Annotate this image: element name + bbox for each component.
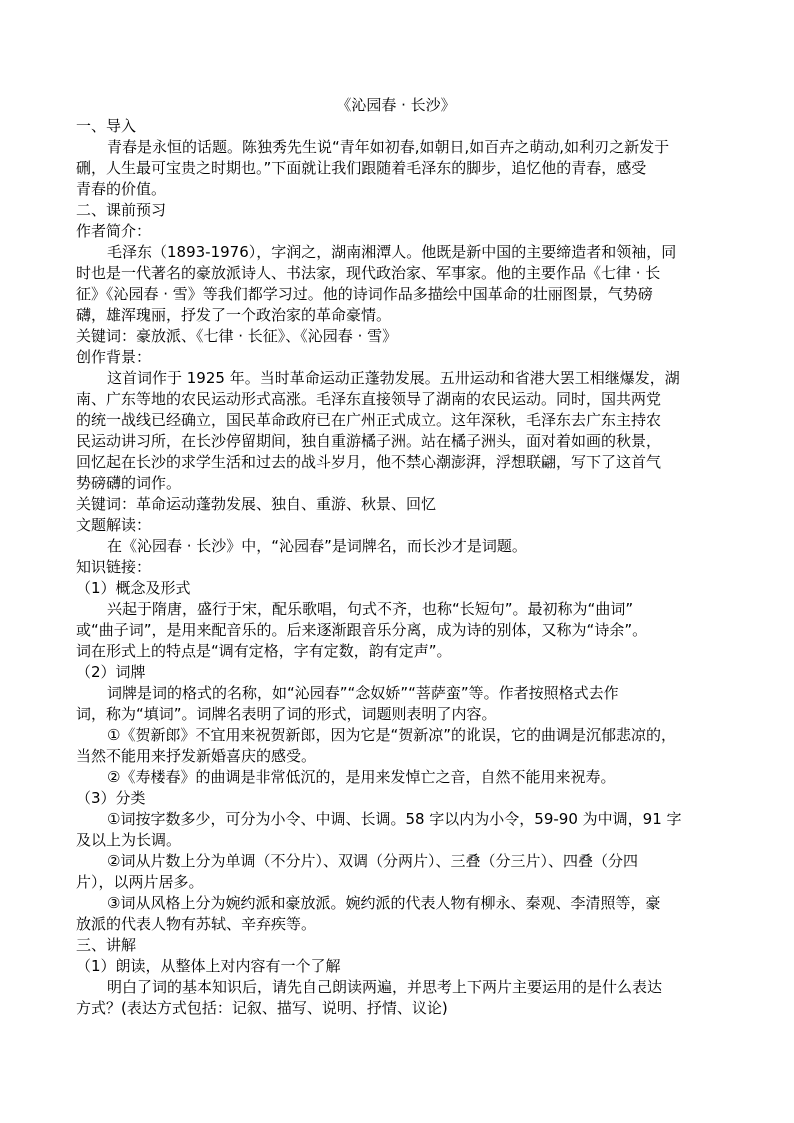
numbered-heading: （1）概念及形式 — [76, 579, 191, 597]
paragraph-line: 明白了词的基本知识后，请先自己朗读两遍，并思考上下两片主要运用的是什么表达 — [107, 978, 663, 996]
paragraph-line: 或“曲子词”，是用来配音乐的。后来逐渐跟音乐分离，成为诗的别体，又称为“诗余”。 — [76, 621, 648, 639]
paragraph-line: 词，称为“填词”。词牌名表明了词的形式，词题则表明了内容。 — [76, 705, 497, 723]
paragraph-line: 征》《沁园春 · 雪》等我们都学习过。他的诗词作品多描绘中国革命的壮丽图景，气势磅 — [76, 285, 653, 303]
subheading: 创作背景： — [76, 348, 152, 366]
paragraph-line: 南、广东等地的农民运动形式高涨。毛泽东直接领导了湖南的农民运动。同时，国共两党 — [76, 390, 662, 408]
paragraph-line: 的统一战线已经确立，国民革命政府已在广州正式成立。这年深秋，毛泽东去广东主持农 — [76, 411, 662, 429]
paragraph-line: 时也是一代著名的豪放派诗人、书法家，现代政治家、军事家。他的主要作品《七律 · 长 — [76, 264, 661, 282]
subheading: 作者简介： — [76, 222, 152, 240]
document-title: 《沁园春 · 长沙》 — [336, 96, 456, 114]
paragraph-line: 回忆起在长沙的求学生活和过去的战斗岁月，他不禁心潮澎湃，浮想联翩，写下了这首气 — [76, 453, 662, 471]
paragraph-line: 放派的代表人物有苏轼、辛弃疾等。 — [76, 915, 317, 933]
paragraph-line: 青春的价值。 — [76, 180, 167, 198]
document-page — [76, 94, 716, 1019]
paragraph-line: 及以上为长调。 — [76, 831, 182, 849]
keywords-line: 关键词：革命运动蓬勃发展、独自、重游、秋景、回忆 — [76, 495, 437, 513]
section-heading: 三、讲解 — [76, 936, 137, 954]
section-heading: 一、导入 — [76, 117, 137, 135]
numbered-heading: （2）词牌 — [76, 663, 146, 681]
paragraph-line: 礴，雄浑瑰丽，抒发了一个政治家的革命豪情。 — [76, 306, 392, 324]
keywords-line: 关键词：豪放派、《七律 · 长征》、《沁园春 · 雪》 — [76, 327, 398, 345]
paragraph-line: 方式？(表达方式包括：记叙、描写、说明、抒情、议论) — [76, 999, 448, 1017]
numbered-heading: （1）朗读，从整体上对内容有一个了解 — [76, 957, 341, 975]
paragraph-line: ②《寿楼春》的曲调是非常低沉的，是用来发悼亡之音，自然不能用来祝寿。 — [107, 768, 616, 786]
paragraph-line: 当然不能用来抒发新婚喜庆的感受。 — [76, 747, 317, 765]
paragraph-line: 词牌是词的格式的名称，如“沁园春”“念奴娇”“菩萨蛮”等。作者按照格式去作 — [107, 684, 619, 702]
paragraph-line: 兴起于隋唐，盛行于宋，配乐歌唱，句式不齐，也称“长短句”。最初称为“曲词” — [107, 600, 634, 618]
paragraph-line: 片），以两片居多。 — [76, 873, 204, 891]
paragraph-line: 这首词作于 1925 年。当时革命运动正蓬勃发展。五卅运动和省港大罢工相继爆发，湖 — [107, 369, 680, 387]
paragraph-line: 民运动讲习所，在长沙停留期间，独自重游橘子洲。站在橘子洲头，面对着如画的秋景， — [76, 432, 662, 450]
subheading: 文题解读： — [76, 516, 152, 534]
paragraph-line: 青春是永恒的话题。陈独秀先生说“青年如初春,如朝日,如百卉之萌动,如利刃之新发于 — [107, 138, 670, 156]
subheading: 知识链接： — [76, 558, 152, 576]
paragraph-line: 势磅礴的词作。 — [76, 474, 182, 492]
section-heading: 二、课前预习 — [76, 201, 167, 219]
paragraph-line: ③词从风格上分为婉约派和豪放派。婉约派的代表人物有柳永、秦观、李清照等，豪 — [107, 894, 661, 912]
paragraph-line: ②词从片数上分为单调（不分片）、双调（分两片）、三叠（分三片）、四叠（分四 — [107, 852, 638, 870]
paragraph-line: 词在形式上的特点是“调有定格，字有定数，韵有定声”。 — [76, 642, 452, 660]
paragraph-line: 在《沁园春 · 长沙》中，“沁园春”是词牌名，而长沙才是词题。 — [107, 537, 527, 555]
paragraph-line: ①《贺新郎》不宜用来祝贺新郎，因为它是“贺新凉”的讹误，它的曲调是沉郁悲凉的， — [107, 726, 676, 744]
paragraph-line: 毛泽东（1893-1976），字润之，湖南湘潭人。他既是新中国的主要缔造者和领袖，同 — [107, 243, 677, 261]
paragraph-line: 硎，人生最可宝贵之时期也。”下面就让我们跟随着毛泽东的脚步，追忆他的青春，感受 — [76, 159, 647, 177]
numbered-heading: （3）分类 — [76, 789, 146, 807]
paragraph-line: ①词按字数多少，可分为小令、中调、长调。58 字以内为小令，59-90 为中调，91 字 — [107, 810, 682, 828]
